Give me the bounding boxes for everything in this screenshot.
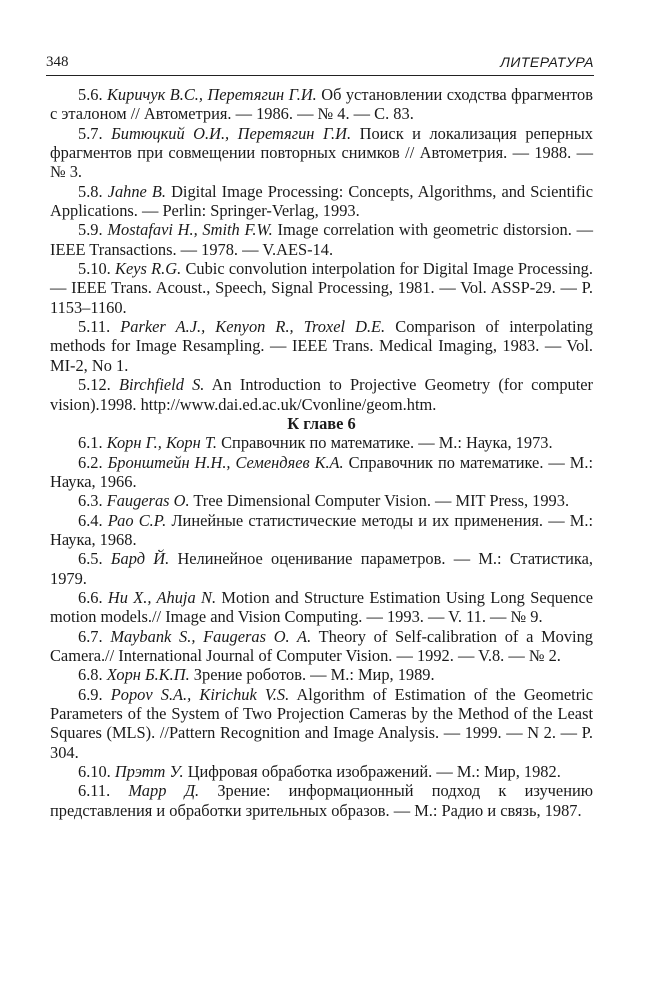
reference-text: Линейные статистические методы и их применения. — М.: Наука, 1968. — [50, 510, 593, 549]
reference-entry — [50, 453, 593, 492]
reference-number: 6.7. — [78, 626, 111, 646]
running-title: ЛИТЕРАТУРА — [500, 54, 594, 70]
reference-text: Справочник по математике. — М.: Наука, 1973. — [217, 433, 553, 453]
reference-number: 5.6. — [78, 85, 108, 104]
reference-text: Cubic convolution interpolation for Digital Image Processing. — IEEE Trans. Acoust., Speech, Signal Processing, 1981. — Vol. ASSP-29. — P. 1153–1160. — [50, 259, 593, 317]
reference-text: Цифровая обработка изображений. — М.: Мир, 1982. — [183, 762, 561, 782]
bibliography — [50, 85, 593, 820]
header-divider — [46, 75, 594, 76]
reference-entry — [50, 588, 593, 627]
reference-authors: Хорн Б.К.П. — [106, 665, 190, 685]
reference-text: Нелинейное оценивание параметров. — М.: Статистика, 1979. — [50, 549, 594, 588]
reference-number: 6.10. — [78, 762, 115, 782]
reference-entry — [50, 665, 593, 684]
reference-authors: Прэтт У. — [114, 762, 184, 782]
reference-entry — [50, 259, 593, 317]
reference-text: An Introduction to Projective Geometry (for computer vision).1998. http://www.dai.ed.ac.uk/Cvonline/geom.htm. — [50, 375, 593, 414]
reference-entry — [50, 375, 593, 414]
reference-entry — [50, 220, 593, 259]
reference-entry — [50, 549, 593, 588]
reference-text: Справочник по математике. — М.: Наука, 1966. — [50, 452, 594, 491]
reference-authors: Рао С.Р. — [107, 510, 167, 530]
reference-entry — [50, 85, 593, 124]
reference-number: 5.7. — [78, 123, 112, 143]
reference-number: 6.9. — [78, 684, 111, 704]
reference-entry — [50, 627, 593, 666]
reference-entry — [50, 685, 593, 762]
reference-number: 6.11. — [78, 781, 129, 801]
reference-authors: Popov S.A., Kirichuk V.S. — [110, 684, 290, 704]
reference-number: 6.6. — [78, 587, 108, 607]
reference-authors: Бронштейн Н.Н., Семендяев К.А. — [107, 452, 344, 472]
reference-authors: Hu X., Ahuja N. — [107, 587, 217, 607]
reference-list-chapter-5 — [50, 85, 593, 414]
reference-authors: Битюцкий О.И., Перетягин Г.И. — [111, 123, 352, 143]
reference-authors: Mostafavi H., Smith F.W. — [107, 220, 273, 240]
reference-entry — [50, 491, 593, 510]
reference-entry — [50, 182, 593, 221]
reference-authors: Faugeras O. — [106, 491, 190, 511]
reference-authors: Корн Г., Корн Т. — [106, 433, 218, 453]
reference-authors: Бард Й. — [110, 549, 170, 569]
reference-text: Motion and Structure Estimation Using Long Sequence motion models.// Image and Vision Computing. — 1993. — V. 11. — № 9. — [50, 587, 594, 627]
reference-authors: Jahne B. — [107, 181, 166, 201]
reference-text: Digital Image Processing: Concepts, Algorithms, and Scientific Applications. — Perlin: Springer-Verlag, 1993. — [50, 181, 594, 221]
reference-number: 5.12. — [78, 375, 119, 395]
reference-number: 6.1. — [78, 433, 107, 453]
reference-text: Зрение роботов. — М.: Мир, 1989. — [189, 665, 435, 685]
reference-text: Theory of Self-calibration of a Moving Camera.// International Journal of Computer Vision. — 1992. — V.8. — № 2. — [50, 626, 593, 665]
reference-entry — [50, 433, 593, 452]
reference-number: 6.2. — [78, 452, 108, 472]
reference-text: Об установлении сходства фрагментов с эталоном // Автометрия. — 1986. — № 4. — С. 83. — [50, 85, 593, 124]
reference-number: 5.8. — [78, 181, 108, 201]
reference-authors: Maybank S., Faugeras O. A. — [110, 626, 312, 646]
reference-authors: Birchfield S. — [118, 375, 205, 395]
reference-text: Зрение: информационный подход к изучению представления и обработки зрительных образов. — М.: Радио и связь, 1987. — [50, 781, 593, 820]
reference-number: 5.9. — [78, 220, 108, 240]
reference-text: Поиск и локализация реперных фрагментов при совмещении повторных снимков // Автометрия. — 1988. — № 3. — [50, 123, 594, 182]
reference-authors: Parker A.J., Kenyon R., Troxel D.E. — [120, 317, 386, 337]
reference-authors: Киричук В.С., Перетягин Г.И. — [107, 85, 317, 104]
reference-number: 5.10. — [78, 259, 116, 279]
reference-text: Tree Dimensional Computer Vision. — MIT Press, 1993. — [189, 491, 570, 511]
reference-entry — [50, 511, 593, 550]
section-heading: К главе 6 — [287, 413, 356, 433]
reference-authors: Keys R.G. — [115, 259, 182, 279]
reference-text: Image correlation with geometric distorsion. — IEEE Transactions. — 1978. — V.AES-14. — [50, 220, 593, 259]
reference-list-chapter-6 — [50, 433, 593, 820]
reference-authors: Марр Д. — [128, 781, 200, 801]
page-number: 348 — [46, 54, 69, 70]
reference-text: Algorithm of Estimation of the Geometric Parameters of the System of Two Projection Cameras by the Method of the Least Squares (MLS). //Pattern Recognition and Image Analysis. — 1999. — N 2. — P. 304. — [50, 684, 593, 762]
reference-entry — [50, 317, 593, 375]
reference-entry — [50, 762, 593, 781]
reference-number: 6.4. — [78, 510, 108, 530]
reference-entry — [50, 124, 593, 182]
reference-text: Comparison of interpolating methods for Image Resampling. — IEEE Trans. Medical Imaging, 1983. — Vol. MI-2, No 1. — [50, 317, 593, 375]
reference-number: 6.3. — [78, 491, 107, 511]
reference-entry — [50, 781, 593, 820]
reference-number: 5.11. — [78, 317, 121, 337]
reference-number: 6.8. — [78, 665, 107, 685]
reference-number: 6.5. — [78, 549, 111, 569]
